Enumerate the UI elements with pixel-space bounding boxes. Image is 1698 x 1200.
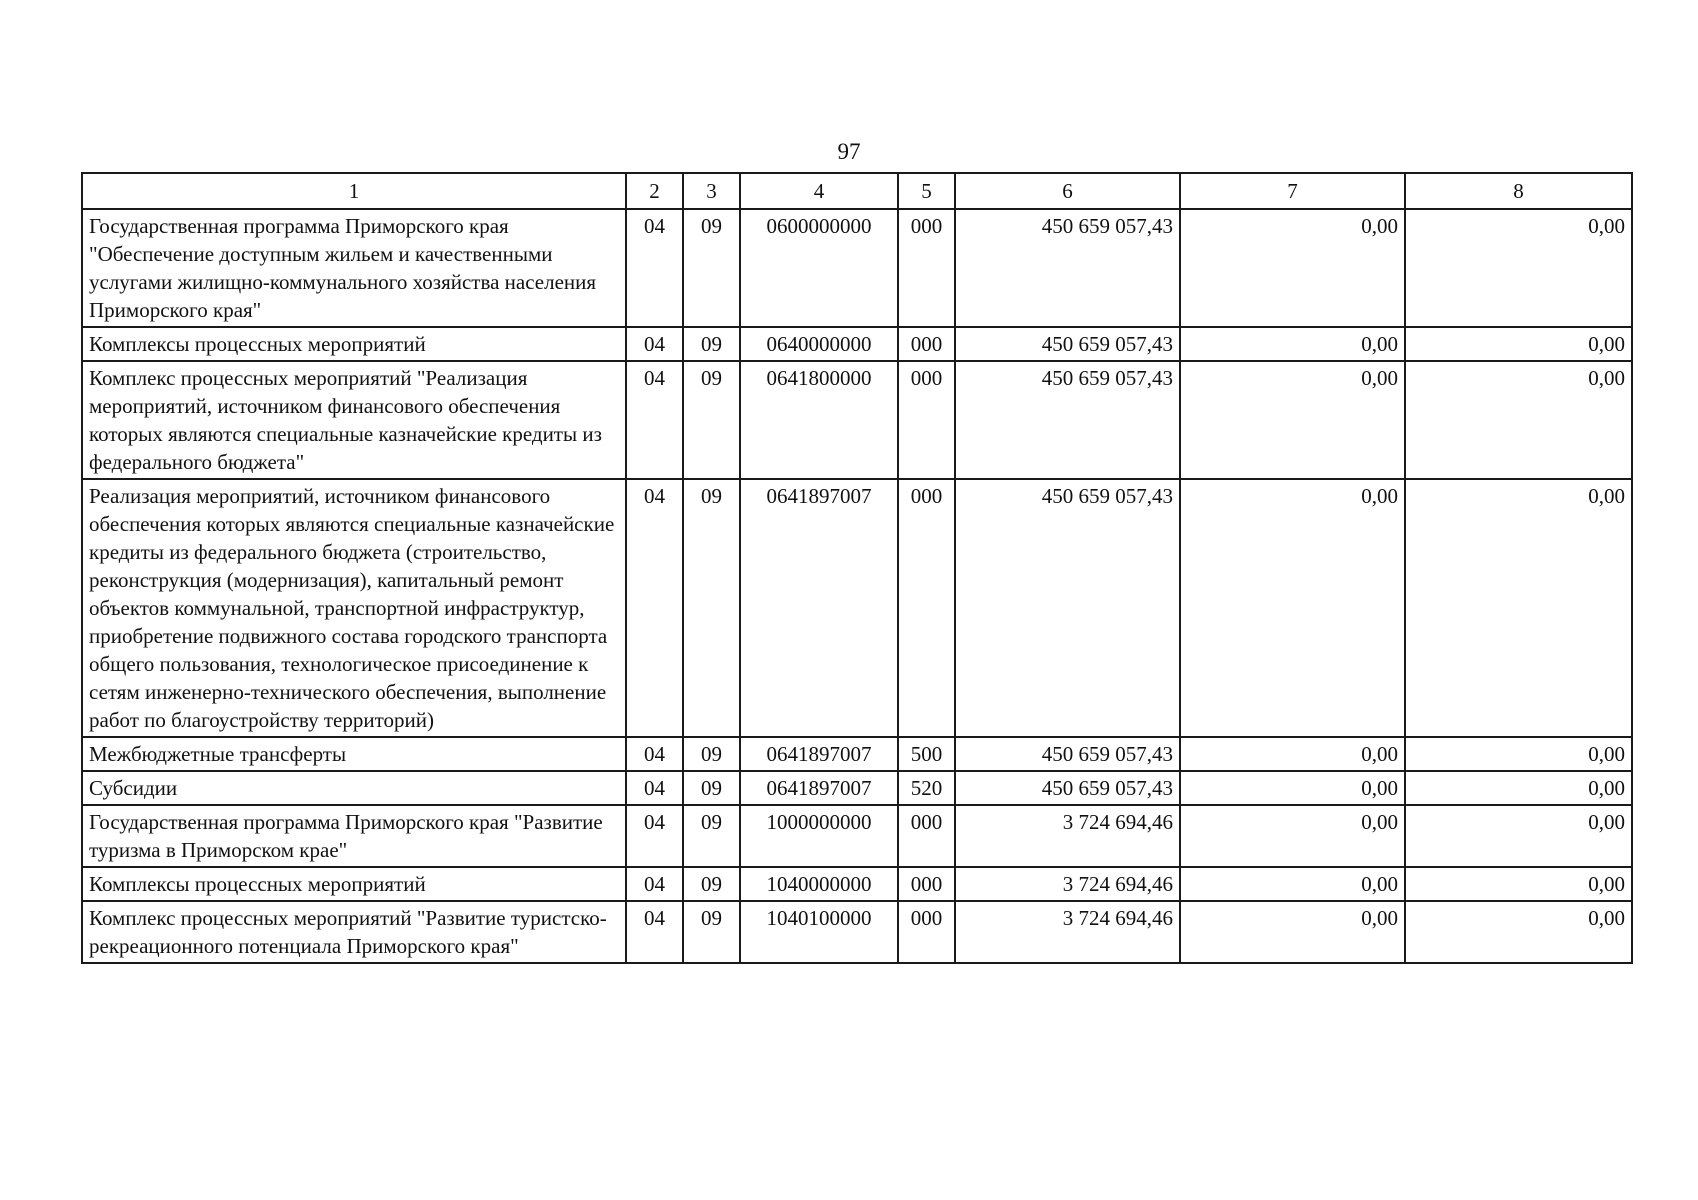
column-header-4: 4 <box>740 173 898 209</box>
table-row <box>82 327 1632 361</box>
subsection-code-cell: 09 <box>683 361 740 479</box>
column-header-3: 3 <box>683 173 740 209</box>
row-name-cell: Реализация мероприятий, источником финансового обеспечения которых являются специальные казначейские кредиты из федерального бюджета (строительство, реконструкция (модернизация), капитальный ремонт объектов коммунальной, транспортной инфраструктур, приобретение подвижного состава городского транспорта общего пользования, технологическое присоединение к сетям инженерно-технического обеспечения, выполнение работ по благоустройству территорий) <box>82 479 626 737</box>
amount-col7-cell: 0,00 <box>1180 479 1405 737</box>
target-article-cell: 1040100000 <box>740 901 898 963</box>
amount-col8-cell: 0,00 <box>1405 771 1632 805</box>
amount-col8-cell: 0,00 <box>1405 901 1632 963</box>
table-row <box>82 737 1632 771</box>
target-article-cell: 1040000000 <box>740 867 898 901</box>
amount-col6-cell: 450 659 057,43 <box>955 361 1180 479</box>
amount-col6-cell: 450 659 057,43 <box>955 737 1180 771</box>
expense-type-cell: 000 <box>898 327 955 361</box>
expense-type-cell: 000 <box>898 479 955 737</box>
target-article-cell: 0641897007 <box>740 771 898 805</box>
column-header-8: 8 <box>1405 173 1632 209</box>
expense-type-cell: 520 <box>898 771 955 805</box>
table-header-row <box>82 173 1632 209</box>
section-code-cell: 04 <box>626 737 683 771</box>
column-header-2: 2 <box>626 173 683 209</box>
amount-col8-cell: 0,00 <box>1405 361 1632 479</box>
row-name-cell: Комплексы процессных мероприятий <box>82 867 626 901</box>
column-header-7: 7 <box>1180 173 1405 209</box>
row-name-cell: Государственная программа Приморского края "Обеспечение доступным жильем и качественными услугами жилищно-коммунального хозяйства населения Приморского края" <box>82 209 626 327</box>
expense-type-cell: 000 <box>898 867 955 901</box>
target-article-cell: 0641800000 <box>740 361 898 479</box>
column-header-1: 1 <box>82 173 626 209</box>
amount-col8-cell: 0,00 <box>1405 867 1632 901</box>
expense-type-cell: 500 <box>898 737 955 771</box>
row-name-cell: Комплекс процессных мероприятий "Реализация мероприятий, источником финансового обеспечения которых являются специальные казначейские кредиты из федерального бюджета" <box>82 361 626 479</box>
amount-col7-cell: 0,00 <box>1180 771 1405 805</box>
amount-col7-cell: 0,00 <box>1180 867 1405 901</box>
amount-col7-cell: 0,00 <box>1180 901 1405 963</box>
section-code-cell: 04 <box>626 209 683 327</box>
expense-type-cell: 000 <box>898 209 955 327</box>
table-row <box>82 867 1632 901</box>
row-name-cell: Комплексы процессных мероприятий <box>82 327 626 361</box>
amount-col6-cell: 450 659 057,43 <box>955 771 1180 805</box>
row-name-cell: Субсидии <box>82 771 626 805</box>
subsection-code-cell: 09 <box>683 867 740 901</box>
amount-col7-cell: 0,00 <box>1180 361 1405 479</box>
target-article-cell: 1000000000 <box>740 805 898 867</box>
table-row <box>82 901 1632 963</box>
amount-col8-cell: 0,00 <box>1405 209 1632 327</box>
column-header-6: 6 <box>955 173 1180 209</box>
amount-col7-cell: 0,00 <box>1180 327 1405 361</box>
section-code-cell: 04 <box>626 327 683 361</box>
budget-table <box>81 172 1633 964</box>
amount-col6-cell: 3 724 694,46 <box>955 805 1180 867</box>
table-body <box>82 209 1632 963</box>
amount-col8-cell: 0,00 <box>1405 479 1632 737</box>
table-row <box>82 361 1632 479</box>
expense-type-cell: 000 <box>898 901 955 963</box>
expense-type-cell: 000 <box>898 361 955 479</box>
row-name-cell: Государственная программа Приморского края "Развитие туризма в Приморском крае" <box>82 805 626 867</box>
section-code-cell: 04 <box>626 771 683 805</box>
subsection-code-cell: 09 <box>683 805 740 867</box>
amount-col7-cell: 0,00 <box>1180 737 1405 771</box>
amount-col8-cell: 0,00 <box>1405 327 1632 361</box>
amount-col6-cell: 450 659 057,43 <box>955 327 1180 361</box>
expense-type-cell: 000 <box>898 805 955 867</box>
amount-col6-cell: 450 659 057,43 <box>955 209 1180 327</box>
subsection-code-cell: 09 <box>683 327 740 361</box>
subsection-code-cell: 09 <box>683 737 740 771</box>
table-row <box>82 479 1632 737</box>
subsection-code-cell: 09 <box>683 901 740 963</box>
target-article-cell: 0641897007 <box>740 479 898 737</box>
amount-col6-cell: 3 724 694,46 <box>955 867 1180 901</box>
section-code-cell: 04 <box>626 901 683 963</box>
table-row <box>82 805 1632 867</box>
amount-col8-cell: 0,00 <box>1405 737 1632 771</box>
column-header-5: 5 <box>898 173 955 209</box>
amount-col8-cell: 0,00 <box>1405 805 1632 867</box>
amount-col7-cell: 0,00 <box>1180 209 1405 327</box>
row-name-cell: Комплекс процессных мероприятий "Развитие туристско-рекреационного потенциала Приморского края" <box>82 901 626 963</box>
amount-col6-cell: 3 724 694,46 <box>955 901 1180 963</box>
page-number: 97 <box>837 139 861 164</box>
subsection-code-cell: 09 <box>683 209 740 327</box>
target-article-cell: 0641897007 <box>740 737 898 771</box>
section-code-cell: 04 <box>626 867 683 901</box>
row-name-cell: Межбюджетные трансферты <box>82 737 626 771</box>
table-row <box>82 209 1632 327</box>
target-article-cell: 0600000000 <box>740 209 898 327</box>
section-code-cell: 04 <box>626 479 683 737</box>
subsection-code-cell: 09 <box>683 771 740 805</box>
target-article-cell: 0640000000 <box>740 327 898 361</box>
table-row <box>82 771 1632 805</box>
amount-col6-cell: 450 659 057,43 <box>955 479 1180 737</box>
section-code-cell: 04 <box>626 805 683 867</box>
section-code-cell: 04 <box>626 361 683 479</box>
subsection-code-cell: 09 <box>683 479 740 737</box>
amount-col7-cell: 0,00 <box>1180 805 1405 867</box>
